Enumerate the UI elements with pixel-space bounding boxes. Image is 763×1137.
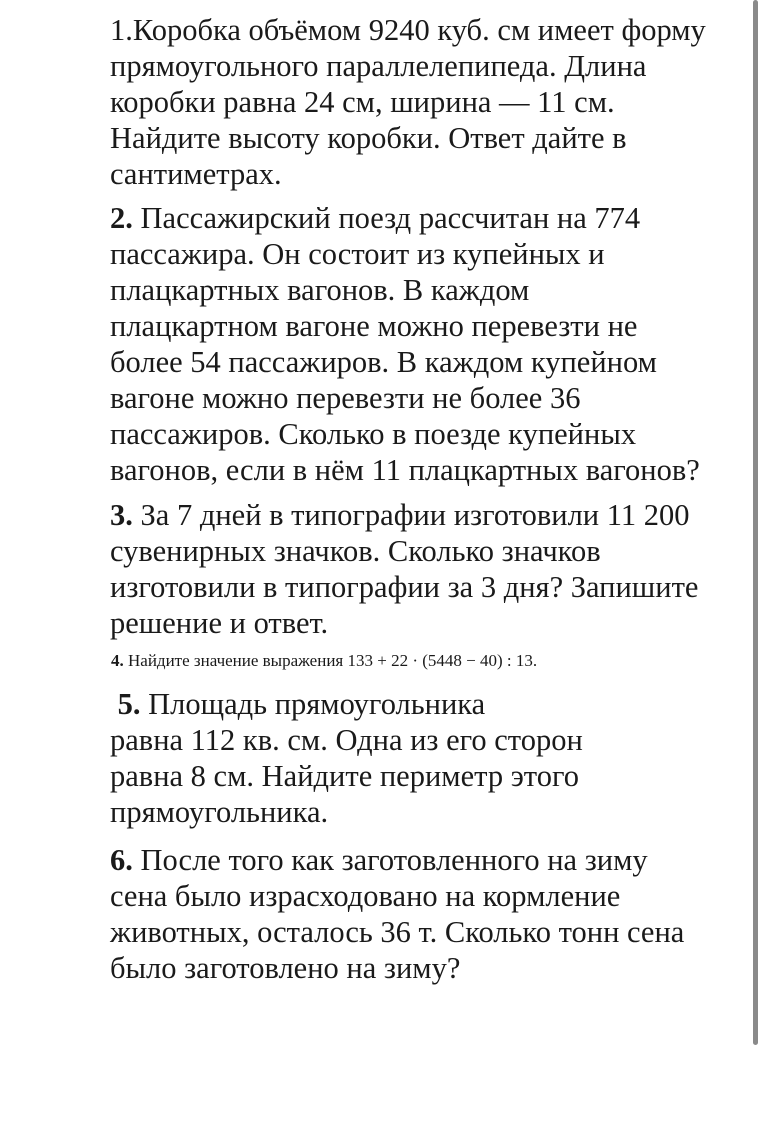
problem-3-line-1 [110,497,750,533]
problem-5-line-1 [110,686,750,722]
problem-6-line-3: животных, осталось 36 т. Сколько тонн сена [110,915,685,949]
problem-4-number: 4. [111,651,124,670]
problem-2-line-4: плацкартном вагоне можно перевезти не [110,309,638,343]
problem-5-text: Площадь прямоугольника [140,687,486,721]
problem-1-number: 1. [110,13,133,47]
problem-2-line-7: пассажиров. Сколько в поезде купейных [110,417,637,451]
problem-6-number: 6. [110,843,133,877]
problem-6-line-4: было заготовлено на зиму? [110,951,461,985]
problem-1 [110,12,750,192]
problem-1-line-3: коробки равна 24 см, ширина — 11 см. [110,85,615,119]
problem-5-line-3: равна 8 см. Найдите периметр этого [110,759,579,793]
problem-2-line-6: вагоне можно перевезти не более 36 [110,381,581,415]
problem-5 [110,686,750,830]
problem-1-line-5: сантиметрах. [110,157,282,191]
problem-5-line-2: равна 112 кв. см. Одна из его сторон [110,723,583,757]
problem-1-line-1 [110,12,750,48]
problem-4-line-1 [111,650,751,672]
problem-2 [110,200,750,488]
problem-3-number: 3. [110,498,133,532]
problem-5-number: 5. [117,687,141,721]
problem-1-line-4: Найдите высоту коробки. Ответ дайте в [110,121,627,155]
problem-3-line-4: решение и ответ. [110,606,329,640]
problem-2-line-1 [110,200,750,236]
problem-2-text: Пассажирский поезд рассчитан на 774 [132,201,641,235]
problem-2-line-3: плацкартных вагонов. В каждом [110,273,530,307]
problem-2-line-2: пассажира. Он состоит из купейных и [110,237,605,271]
problem-1-line-2: прямоугольного параллелепипеда. Длина [110,49,647,83]
problem-5-line-4: прямоугольника. [110,795,329,829]
problem-6-line-1 [110,842,750,878]
problem-6-line-2: сена было израсходовано на кормление [110,879,621,913]
problem-6 [110,842,750,986]
problem-2-line-5: более 54 пассажиров. В каждом купейном [110,345,657,379]
vertical-scrollbar[interactable] [753,0,758,1045]
problem-2-line-8: вагонов, если в нём 11 плацкартных вагонов? [110,453,700,487]
problem-3-line-3: изготовили в типографии за 3 дня? Запишите [110,570,699,604]
problem-6-text: После того как заготовленного на зиму [132,843,648,877]
problem-4 [111,650,751,672]
problem-1-text: Коробка объёмом 9240 куб. см имеет форму [132,13,706,47]
problem-3-line-2: сувенирных значков. Сколько значков [110,534,601,568]
problem-2-number: 2. [110,201,133,235]
problem-3-text: За 7 дней в типографии изготовили 11 200 [132,498,690,532]
problem-4-text: Найдите значение выражения 133 + 22 · (5448 − 40) : 13. [123,651,538,670]
problem-3 [110,497,750,641]
